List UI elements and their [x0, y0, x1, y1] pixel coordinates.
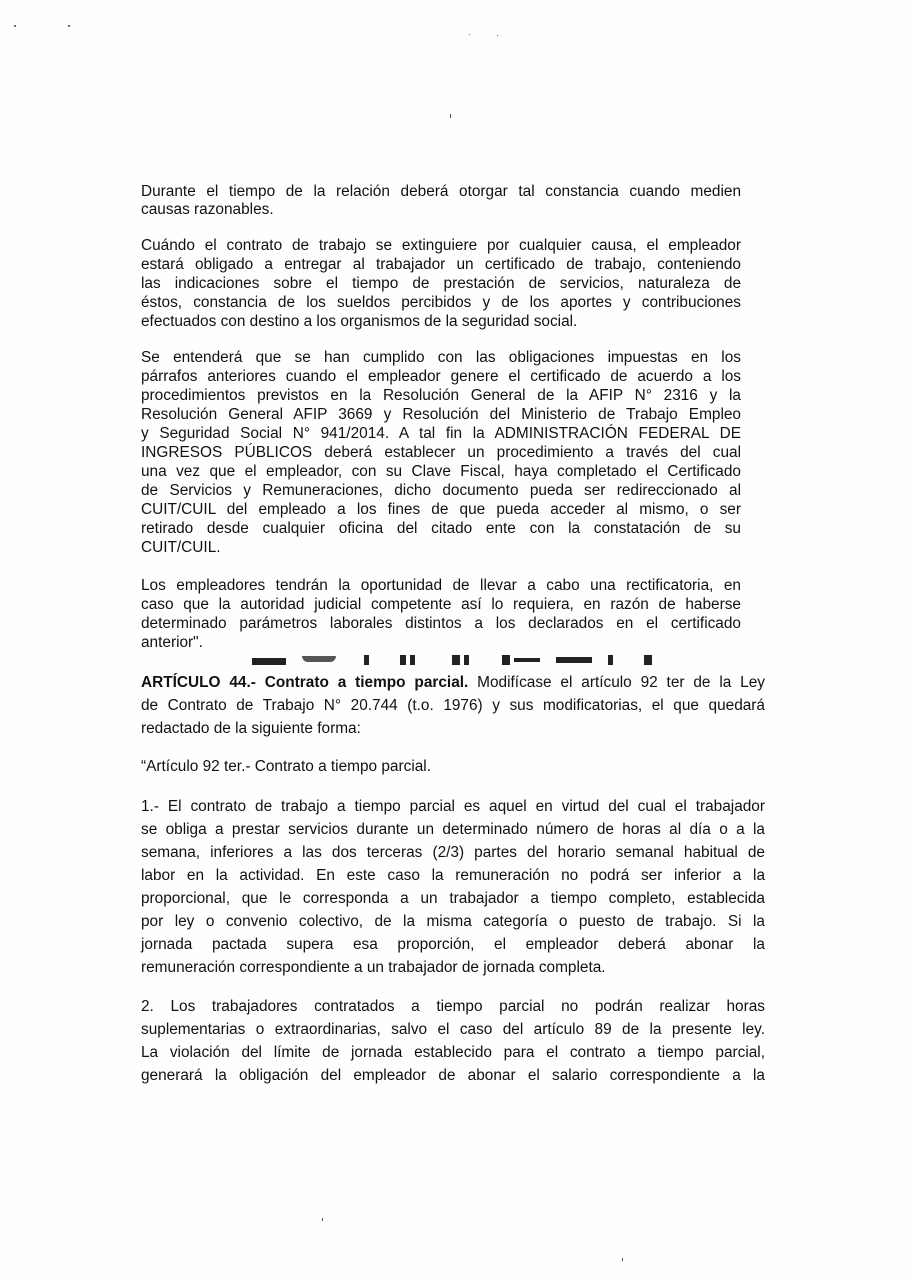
paragraph-line: párrafos anteriores cuando el empleador genere el certificado de acuerdo a los [141, 368, 741, 385]
paragraph-line: retirado desde cualquier oficina del citado ente con la constatación de su [141, 520, 741, 537]
paragraph-line: Cuándo el contrato de trabajo se extinguiere por cualquier causa, el empleador [141, 237, 741, 254]
paragraph-line: causas razonables. [141, 201, 274, 218]
paragraph-line: por ley o convenio colectivo, de la misma categoría o puesto de trabajo. Si la [141, 913, 765, 930]
paragraph-line: 2. Los trabajadores contratados a tiempo parcial no podrán realizar horas [141, 998, 765, 1015]
paragraph-line: anterior". [141, 634, 203, 651]
paragraph-line: jornada pactada supera esa proporción, el empleador deberá abonar la [141, 936, 765, 953]
scan-speck [14, 25, 16, 27]
scan-speck [469, 34, 470, 35]
scan-speck [450, 114, 451, 118]
paragraph-line: suplementarias o extraordinarias, salvo el caso del artículo 89 de la presente ley. [141, 1021, 765, 1038]
paragraph-line: CUIT/CUIL del empleado a los fines de que pueda acceder al mismo, o ser [141, 501, 741, 518]
paragraph-line: semana, inferiores a las dos terceras (2/3) partes del horario semanal habitual de [141, 844, 765, 861]
scan-artifact [252, 655, 662, 667]
article-heading-bold: ARTÍCULO 44.- Contrato a tiempo parcial. [141, 674, 469, 691]
paragraph-line: de Servicios y Remuneraciones, dicho documento pueda ser redireccionado al [141, 482, 741, 499]
paragraph-line: estará obligado a entregar al trabajador un certificado de trabajo, conteniendo [141, 256, 741, 273]
paragraph-line: caso que la autoridad judicial competente así lo requiera, en razón de haberse [141, 596, 741, 613]
paragraph-line: Se entenderá que se han cumplido con las obligaciones impuestas en los [141, 349, 741, 366]
paragraph-line: determinado parámetros laborales distintos a los declarados en el certificado [141, 615, 741, 632]
paragraph-line: 1.- El contrato de trabajo a tiempo parcial es aquel en virtud del cual el trabajador [141, 798, 765, 815]
paragraph-line: proporcional, que le corresponda a un trabajador a tiempo completo, establecida [141, 890, 765, 907]
paragraph-line: Resolución General AFIP 3669 y Resolución del Ministerio de Trabajo Empleo [141, 406, 741, 423]
paragraph-line: se obliga a prestar servicios durante un determinado número de horas al día o a la [141, 821, 765, 838]
paragraph-line: labor en la actividad. En este caso la remuneración no podrá ser inferior a la [141, 867, 765, 884]
paragraph-line: procedimientos previstos en la Resolución General de la AFIP N° 2316 y la [141, 387, 741, 404]
paragraph-line: las indicaciones sobre el tiempo de prestación de servicios, naturaleza de [141, 275, 741, 292]
scan-speck [497, 35, 498, 36]
scan-speck [68, 25, 70, 27]
paragraph-line: redactado de la siguiente forma: [141, 720, 361, 737]
quote-title: “Artículo 92 ter.- Contrato a tiempo parcial. [141, 758, 431, 775]
paragraph-line: La violación del límite de jornada establecido para el contrato a tiempo parcial, [141, 1044, 765, 1061]
paragraph-line: remuneración correspondiente a un trabajador de jornada completa. [141, 959, 606, 976]
scan-speck [322, 1218, 323, 1221]
paragraph-line: Durante el tiempo de la relación deberá otorgar tal constancia cuando medien [141, 183, 741, 200]
article-heading-rest: Modifícase el artículo 92 ter de la Ley [468, 674, 765, 691]
paragraph-line: INGRESOS PÚBLICOS deberá establecer un procedimiento a través del cual [141, 444, 741, 461]
paragraph-line: Los empleadores tendrán la oportunidad de llevar a cabo una rectificatoria, en [141, 577, 741, 594]
article-heading [141, 673, 765, 692]
paragraph-line: generará la obligación del empleador de abonar el salario correspondiente a la [141, 1067, 765, 1084]
paragraph-line: de Contrato de Trabajo N° 20.744 (t.o. 1976) y sus modificatorias, el que quedará [141, 697, 765, 714]
paragraph-line: éstos, constancia de los sueldos percibidos y de los aportes y contribuciones [141, 294, 741, 311]
paragraph-line: efectuados con destino a los organismos de la seguridad social. [141, 313, 578, 330]
paragraph-line: una vez que el empleador, con su Clave Fiscal, haya completado el Certificado [141, 463, 741, 480]
paragraph-line: y Seguridad Social N° 941/2014. A tal fin la ADMINISTRACIÓN FEDERAL DE [141, 425, 741, 442]
scan-speck [622, 1258, 623, 1261]
paragraph-line: CUIT/CUIL. [141, 539, 221, 556]
